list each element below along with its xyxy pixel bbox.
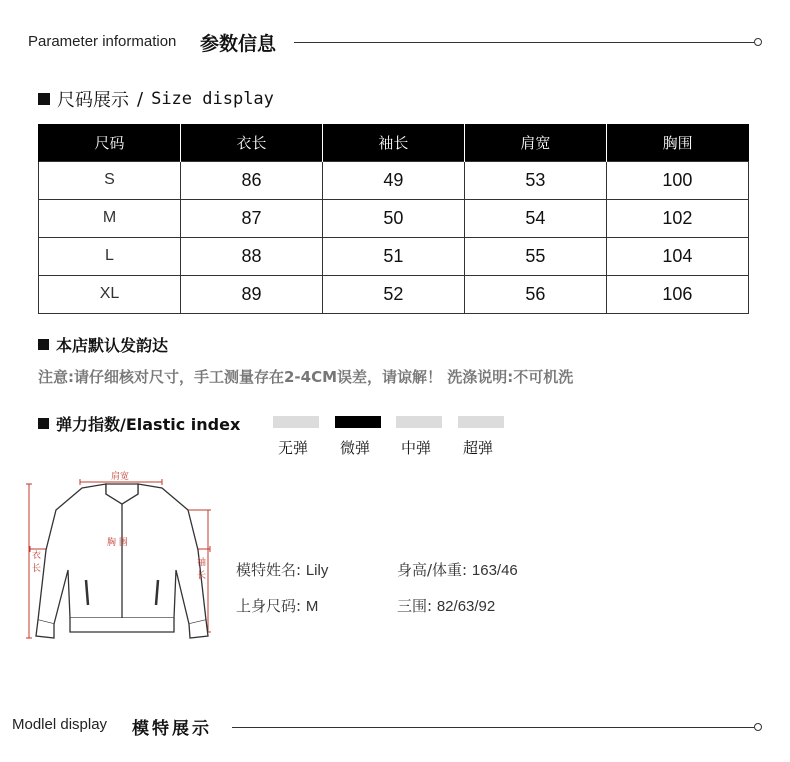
model-height-value: 163/46 [471, 562, 518, 579]
size-title-sep: / [137, 88, 144, 110]
model-name [236, 559, 328, 580]
model-size-label: 上身尺码: [236, 597, 302, 615]
jacket-outline [36, 484, 208, 638]
model-display-header-cn: 模特展示 [132, 719, 212, 739]
model-measurements [397, 595, 495, 616]
parameter-header-en: Parameter information [28, 33, 177, 50]
table-cell: M [39, 199, 181, 237]
model-display-header-rule [232, 727, 754, 728]
elastic-bar-none [273, 416, 319, 428]
parameter-header-cn: 参数信息 [200, 33, 277, 55]
size-title-cn: 尺码展示 [57, 90, 129, 111]
measurement-note: 注意:请仔细核对尺寸，手工测量存在2-4CM误差，请谅解！ 洗涤说明:不可机洗 [38, 368, 574, 386]
size-table-header-row [39, 124, 749, 161]
parameter-header-rule-end [754, 38, 762, 46]
model-size [236, 595, 318, 616]
elastic-title-text: 弹力指数/Elastic index [56, 415, 241, 434]
table-cell: L [39, 237, 181, 275]
table-cell: 49 [322, 161, 464, 199]
elastic-label-super: 超弹 [463, 439, 494, 457]
table-cell: 100 [606, 161, 748, 199]
bullet-square [38, 339, 49, 350]
table-cell: 87 [180, 199, 322, 237]
delivery-text: 本店默认发韵达 [56, 336, 169, 355]
parameter-header-rule [294, 42, 754, 43]
bullet-square [38, 418, 49, 429]
jacket-measurement-diagram [26, 470, 216, 648]
table-cell: 106 [606, 275, 748, 313]
size-table-header: 袖长 [322, 124, 464, 161]
elastic-title [38, 412, 240, 435]
diagram-label-length-1: 衣 [32, 551, 42, 561]
elastic-label-slight: 微弹 [340, 439, 371, 457]
table-cell: 104 [606, 237, 748, 275]
model-height-weight [397, 559, 518, 580]
parameter-header [0, 28, 790, 58]
bullet-square [38, 93, 50, 105]
diagram-label-length-2: 长 [32, 564, 42, 574]
table-cell: 56 [464, 275, 606, 313]
size-section-title [38, 86, 274, 112]
model-name-value: Lily [305, 562, 329, 579]
size-title-en: Size display [151, 89, 274, 109]
model-measure-value: 82/63/92 [436, 598, 496, 615]
model-display-header-en: Modlel display [12, 716, 108, 733]
diagram-label-sleeve-1: 袖 [197, 558, 207, 568]
elastic-bar-medium [396, 416, 442, 428]
table-row [39, 199, 749, 237]
table-cell: 53 [464, 161, 606, 199]
elastic-bar-slight [335, 416, 381, 428]
table-cell: S [39, 161, 181, 199]
size-table [38, 124, 749, 314]
table-cell: XL [39, 275, 181, 313]
elastic-label-medium: 中弹 [401, 439, 432, 457]
model-display-header-rule-end [754, 723, 762, 731]
size-table-header: 肩宽 [464, 124, 606, 161]
model-name-label: 模特姓名: [236, 561, 302, 579]
model-size-value: M [305, 598, 319, 615]
model-measure-label: 三围: [397, 597, 433, 615]
size-table-header: 胸围 [606, 124, 748, 161]
elastic-bar-super [458, 416, 504, 428]
table-row [39, 275, 749, 313]
table-row [39, 237, 749, 275]
diagram-label-shoulder: 肩宽 [111, 472, 130, 482]
table-cell: 55 [464, 237, 606, 275]
table-cell: 52 [322, 275, 464, 313]
model-height-label: 身高/体重: [397, 561, 468, 579]
table-cell: 86 [180, 161, 322, 199]
table-cell: 54 [464, 199, 606, 237]
table-cell: 88 [180, 237, 322, 275]
delivery-title [38, 333, 168, 356]
diagram-label-sleeve-2: 长 [197, 571, 207, 581]
table-cell: 102 [606, 199, 748, 237]
diagram-label-chest: 胸 围 [107, 538, 128, 548]
size-table-header: 衣长 [180, 124, 322, 161]
size-table-header: 尺码 [39, 124, 181, 161]
table-row [39, 161, 749, 199]
table-cell: 51 [322, 237, 464, 275]
table-cell: 89 [180, 275, 322, 313]
model-display-header [0, 713, 790, 743]
table-cell: 50 [322, 199, 464, 237]
elastic-label-none: 无弹 [278, 439, 309, 457]
